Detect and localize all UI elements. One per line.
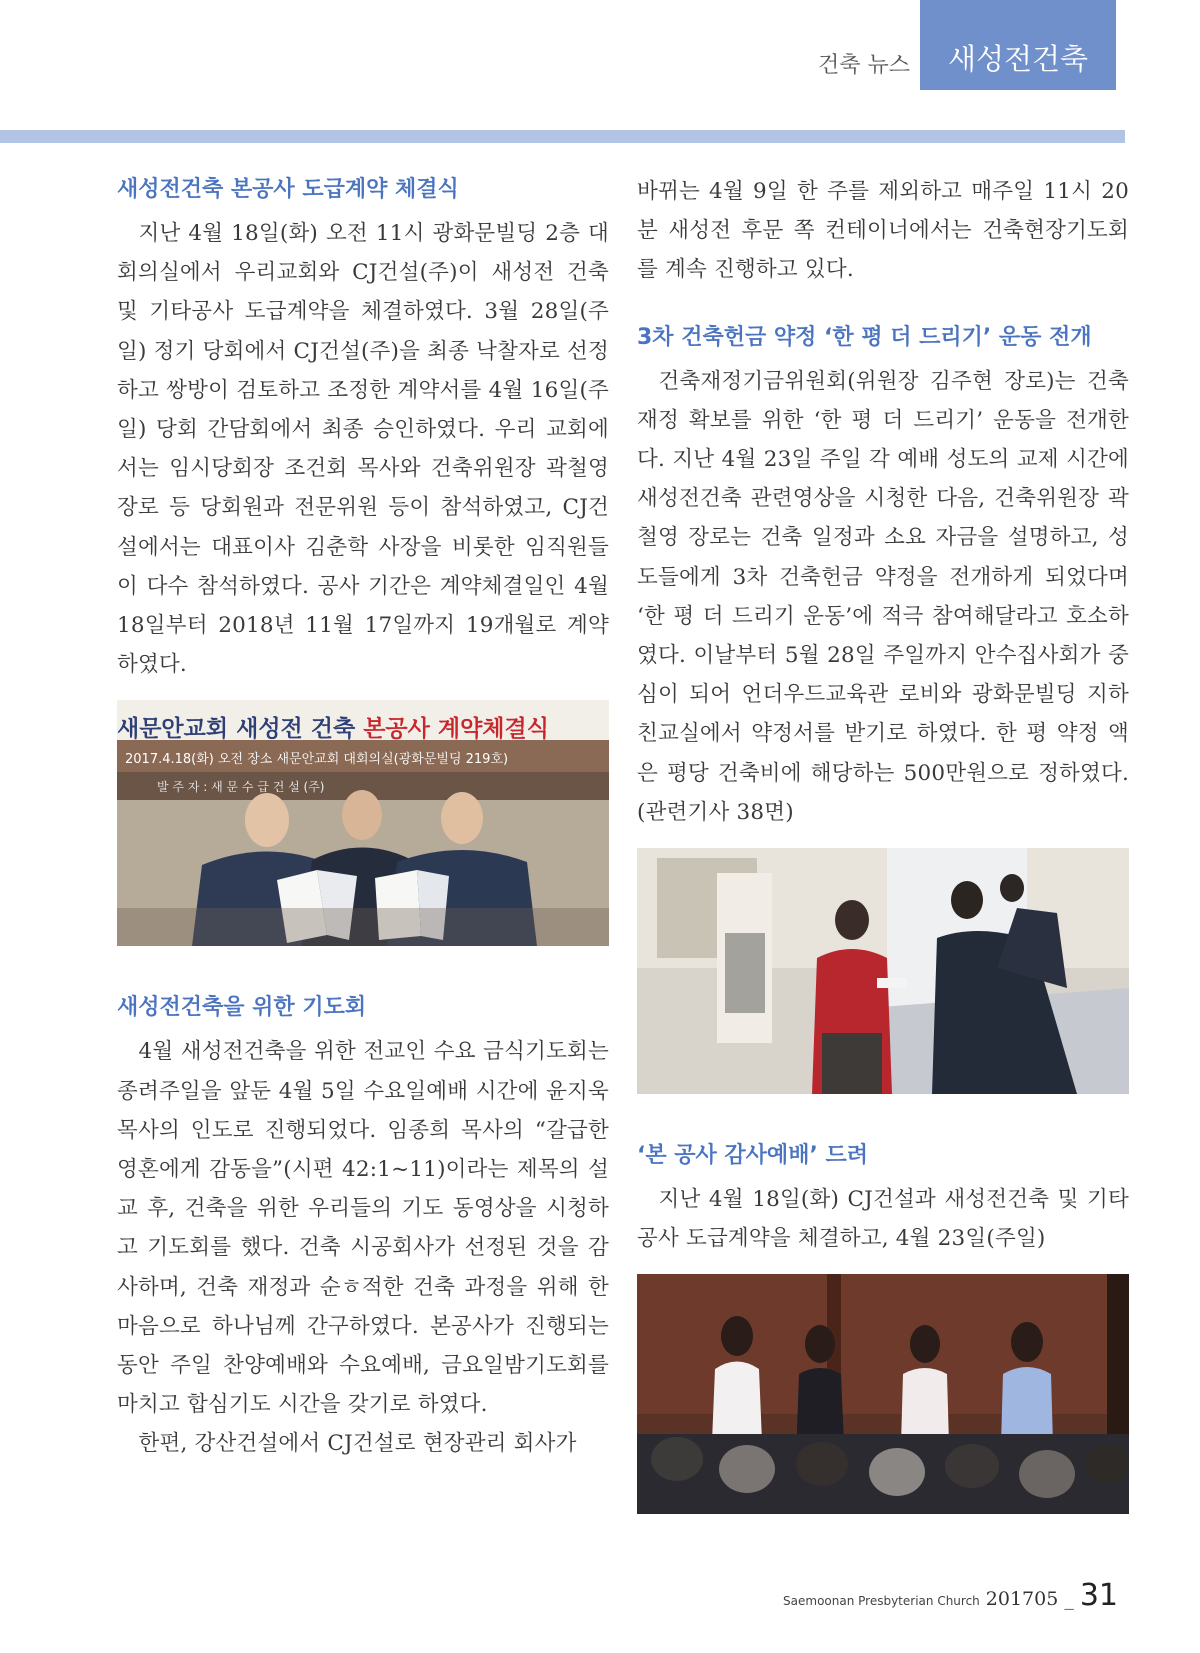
article-body-prayer-end: 바뀌는 4월 9일 한 주를 제외하고 매주일 11시 20분 새성전 후문 쪽 컨테이너에서는 건축현장기도회를 계속 진행하고 있다. bbox=[637, 179, 1129, 283]
right-column bbox=[637, 172, 1129, 1514]
banner-title-highlight: 본공사 계약체결식 bbox=[363, 716, 549, 743]
pledge-desk-image bbox=[637, 848, 1129, 1094]
article-heading-prayer: 새성전건축을 위한 기도회 bbox=[117, 995, 367, 1021]
article-body-prayer-cont: 한편, 강산건설에서 CJ건설로 현장관리 회사가 bbox=[138, 1431, 577, 1457]
article-heading-thanks-service: ‘본 공사 감사예배’ 드려 bbox=[637, 1143, 868, 1169]
header-rule bbox=[0, 130, 1125, 143]
page-footer bbox=[783, 1578, 1118, 1613]
banner-title bbox=[117, 710, 609, 743]
article-body-pledge: 건축재정기금위원회(위원장 김주현 장로)는 건축재정 확보를 위한 ‘한 평 더 드리기’ 운동을 전개한다. 지난 4월 23일 주일 각 예배 성도의 교제 시간에 새성전건축 관련영상을 시청한 다음, 건축위원장 곽철영 장로는 건축 일정과 소요 자금을 설명하고, 성도들에게 3차 건축헌금 약정을 전개하게 되었다며 ‘한 평 더 드리기 운동’에 적극 참여해달라고 호소하였다. 이날부터 5월 28일 주일까지 안수집사회가 중심이 되어 언더우드교육관 로비와 광화문빌딩 지하 친교실에서 약정서를 받기로 하였다. 한 평 약정 액은 평당 건축비에 해당하는 500만원으로 정하였다.(관련기사 38면) bbox=[637, 368, 1129, 825]
photo-contract-ceremony bbox=[117, 700, 609, 946]
page-number: 31 bbox=[1079, 1578, 1118, 1613]
footer-organization: Saemoonan Presbyterian Church bbox=[783, 1594, 980, 1608]
article-heading-pledge: 3차 건축헌금 약정 ‘한 평 더 드리기’ 운동 전개 bbox=[637, 324, 1092, 350]
photo-choir bbox=[637, 1274, 1129, 1514]
left-column bbox=[117, 172, 609, 1464]
section-tab bbox=[920, 0, 1116, 90]
footer-separator: _ bbox=[1064, 1588, 1074, 1610]
choir-image bbox=[637, 1274, 1129, 1514]
section-tab-label: 새성전건축 bbox=[947, 42, 1089, 76]
article-body-thanks-service: 지난 4월 18일(화) CJ건설과 새성전건축 및 기타공사 도급계약을 체결하고, 4월 23일(주일) bbox=[637, 1187, 1129, 1252]
banner-title-main: 새문안교회 새성전 건축 bbox=[117, 716, 364, 743]
photo-pledge-desk bbox=[637, 848, 1129, 1094]
banner-subtitle: 2017.4.18(화) 오전 장소 새문안교회 대회의실(광화문빌딩 219호) bbox=[125, 752, 509, 768]
article-body-contract: 지난 4월 18일(화) 오전 11시 광화문빌딩 2층 대회의실에서 우리교회와 CJ건설(주)이 새성전 건축 및 기타공사 도급계약을 체결하였다. 3월 28일(주일) 정기 당회에서 CJ건설(주)을 최종 낙찰자로 선정하고 쌍방이 검토하고 조정한 계약서를 4월 16일(주일) 당회 간담회에서 최종 승인하였다. 우리 교회에서는 임시당회장 조건회 목사와 건축위원장 곽철영 장로 등 당회원과 전문위원 등이 참석하였고, CJ건설에서는 대표이사 김춘학 사장을 비롯한 임직원들이 다수 참석하였다. 공사 기간은 계약체결일인 4월 18일부터 2018년 11월 17일까지 19개월로 계약하였다. bbox=[117, 221, 609, 678]
section-label: 건축 뉴스 bbox=[817, 53, 910, 78]
footer-issue: 201705 bbox=[985, 1588, 1059, 1610]
banner-parties: 발 주 자 : 새 문 수 급 건 설 (주) bbox=[157, 780, 325, 795]
article-heading-contract: 새성전건축 본공사 도급계약 체결식 bbox=[117, 177, 459, 202]
article-body-prayer: 4월 새성전건축을 위한 전교인 수요 금식기도회는 종려주일을 앞둔 4월 5일 수요일예배 시간에 윤지욱 목사의 인도로 진행되었다. 임종희 목사의 “갈급한 영혼에게 감동을”(시편 42:1~11)이라는 제목의 설교 후, 건축을 위한 우리들의 기도 동영상을 시청하고 기도회를 했다. 건축 시공회사가 선정된 것을 감사하며, 건축 재정과 순ㅎ적한 건축 과정을 위해 한마음으로 하나님께 간구하였다. 본공사가 진행되는 동안 주일 찬양예배와 수요예배, 금요일밤기도회를 마치고 합심기도 시간을 갖기로 하였다. bbox=[117, 1039, 609, 1418]
